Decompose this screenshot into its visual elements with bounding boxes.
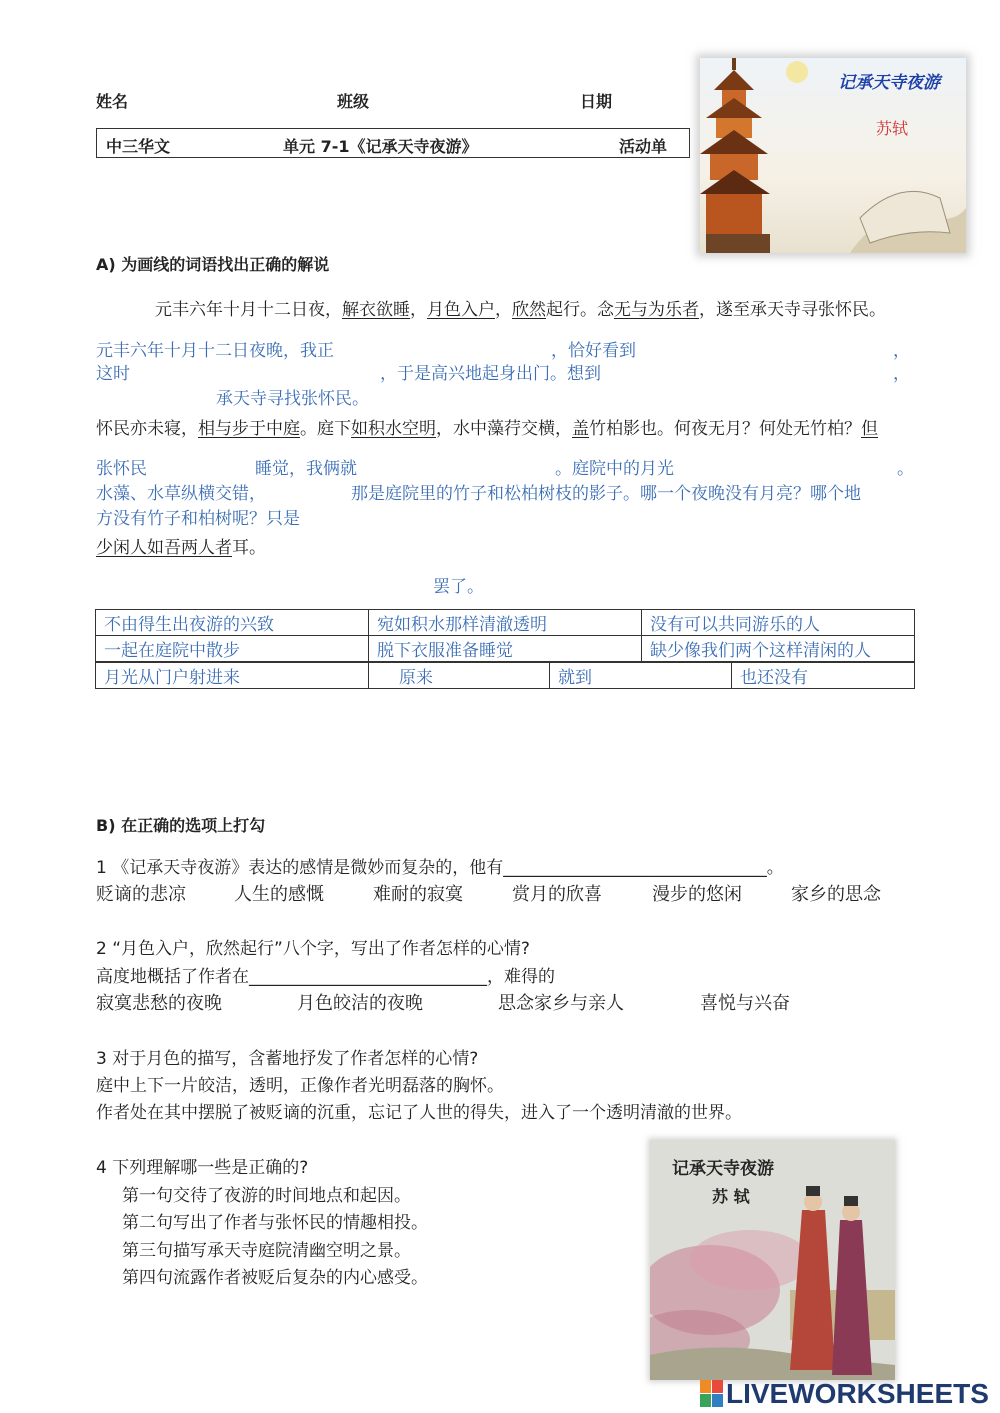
choice[interactable]: 第一句交待了夜游的时间地点和起因。	[122, 1186, 411, 1206]
question-3: 3 对于月色的描写，含蓄地抒发了作者怎样的心情?	[96, 1049, 479, 1069]
underlined-phrase: 如积水空明	[351, 419, 436, 439]
class-label: 班级	[337, 92, 370, 111]
option-cell[interactable]: 月光从门户射进来	[96, 663, 369, 689]
option-cell[interactable]: 没有可以共同游乐的人	[642, 610, 915, 636]
translation-text: 方没有竹子和柏树呢？只是	[96, 509, 300, 529]
text: ，遂至承天寺寻张怀民。	[699, 300, 886, 320]
choice[interactable]: 人生的感慨	[234, 884, 324, 905]
choice[interactable]: 寂寞悲愁的夜晚	[96, 993, 222, 1014]
choice[interactable]: 难耐的寂寞	[373, 884, 463, 905]
option-cell[interactable]: 也还没有	[732, 663, 915, 689]
image-author: 苏轼	[876, 119, 909, 138]
choice[interactable]: 第三句描写承天寺庭院清幽空明之景。	[122, 1241, 411, 1261]
option-cell[interactable]: 脱下衣服准备睡觉	[369, 636, 642, 662]
question-4: 4 下列理解哪一些是正确的?	[96, 1158, 309, 1178]
underlined-phrase: 解衣欲睡	[342, 300, 410, 320]
watermark-text: LIVEWORKSHEETS	[726, 1378, 989, 1409]
text: ，	[410, 300, 427, 320]
pagoda-illustration	[700, 58, 966, 253]
choice[interactable]: 作者处在其中摆脱了被贬谪的沉重，忘记了人世的得失，进入了一个透明清澈的世界。	[96, 1103, 742, 1123]
liveworksheets-logo-icon	[700, 1380, 724, 1408]
translation-text: 那是庭院里的竹子和松柏树枝的影子。哪一个夜晚没有月亮？哪个地	[351, 484, 861, 504]
translation-text: 睡觉，我俩就	[255, 459, 357, 479]
choice[interactable]: 庭中上下一片皎洁，透明，正像作者光明磊落的胸怀。	[96, 1076, 504, 1096]
text: 怀民亦未寝，	[96, 419, 198, 439]
image-title: 记承天寺夜游	[672, 1159, 774, 1179]
translation-text: ，	[893, 364, 910, 384]
passage-line-1	[155, 295, 886, 320]
option-cell[interactable]: 就到	[550, 663, 732, 689]
choice[interactable]: 漫步的悠闲	[652, 884, 742, 905]
option-cell[interactable]: 原来	[369, 663, 550, 689]
translation-text: ，恰好看到	[551, 341, 636, 361]
translation-text: ，	[893, 341, 910, 361]
text: 竹柏影也。何夜无月？何处无竹柏？	[589, 419, 861, 439]
option-cell[interactable]: 不由得生出夜游的兴致	[96, 610, 369, 636]
underlined-phrase: 月色入户	[427, 300, 495, 320]
translation-text: 罢了。	[433, 577, 484, 597]
choice[interactable]: 赏月的欣喜	[512, 884, 602, 905]
translation-text: 。庭院中的月光	[555, 459, 674, 479]
choice[interactable]: 第四句流露作者被贬后复杂的内心感受。	[122, 1268, 428, 1288]
translation-text: 水藻、水草纵横交错，	[96, 484, 266, 504]
translation-text: ，于是高兴地起身出门。想到	[380, 364, 601, 384]
image-title: 记承天寺夜游	[838, 73, 940, 93]
passage-line-2	[96, 414, 878, 439]
text: 。庭下	[300, 419, 351, 439]
text: 起行。念	[546, 300, 614, 320]
choice[interactable]: 喜悦与兴奋	[700, 993, 790, 1014]
choice[interactable]: 家乡的思念	[791, 884, 881, 905]
text: ，水中藻荇交横，	[436, 419, 572, 439]
title-box	[96, 128, 690, 158]
choice[interactable]: 月色皎洁的夜晚	[297, 993, 423, 1014]
translation-text: 。	[897, 459, 914, 479]
name-label: 姓名	[96, 92, 129, 111]
translation-text: 张怀民	[96, 459, 147, 479]
translation-text: 这时	[96, 364, 130, 384]
unit-label: 单元 7-1《记承天寺夜游》	[283, 137, 478, 156]
choice[interactable]: 思念家乡与亲人	[498, 993, 624, 1014]
underlined-phrase: 欣然	[512, 300, 546, 320]
question-2: 2 “月色入户，欣然起行”八个字，写出了作者怎样的心情?	[96, 939, 530, 959]
scholars-illustration	[650, 1140, 895, 1380]
sheet-label: 活动单	[619, 137, 668, 156]
date-label: 日期	[580, 92, 613, 111]
translation-text: 承天寺寻找张怀民。	[216, 389, 369, 409]
passage-line-3	[96, 533, 266, 558]
underlined-phrase: 无与为乐者	[614, 300, 699, 320]
section-b-heading: B) 在正确的选项上打勾	[96, 816, 266, 835]
image-author: 苏 轼	[712, 1187, 750, 1206]
question-1: 1 《记承天寺夜游》表达的感情是微妙而复杂的，他有_______________________________。	[96, 858, 784, 878]
underlined-phrase: 相与步于中庭	[198, 419, 300, 439]
answer-options-table-row3	[95, 662, 915, 689]
choice[interactable]: 第二句写出了作者与张怀民的情趣相投。	[122, 1213, 428, 1233]
underlined-phrase: 盖	[572, 419, 589, 439]
option-cell[interactable]: 缺少像我们两个这样清闲的人	[642, 636, 915, 662]
underlined-phrase: 少闲人如吾两人者	[96, 538, 232, 558]
question-2-line: 高度地概括了作者在____________________________，难得的	[96, 967, 555, 987]
option-cell[interactable]: 一起在庭院中散步	[96, 636, 369, 662]
text: 元丰六年十月十二日夜，	[155, 300, 342, 320]
option-cell[interactable]: 宛如积水那样清澈透明	[369, 610, 642, 636]
translation-text: 元丰六年十月十二日夜晚，我正	[96, 341, 334, 361]
choice[interactable]: 贬谪的悲凉	[96, 884, 186, 905]
section-a-heading: A) 为画线的词语找出正确的解说	[96, 255, 330, 274]
text: 耳。	[232, 538, 266, 558]
course-label: 中三华文	[106, 137, 171, 156]
underlined-phrase: 但	[861, 419, 878, 439]
answer-options-table	[95, 609, 915, 662]
text: ，	[495, 300, 512, 320]
